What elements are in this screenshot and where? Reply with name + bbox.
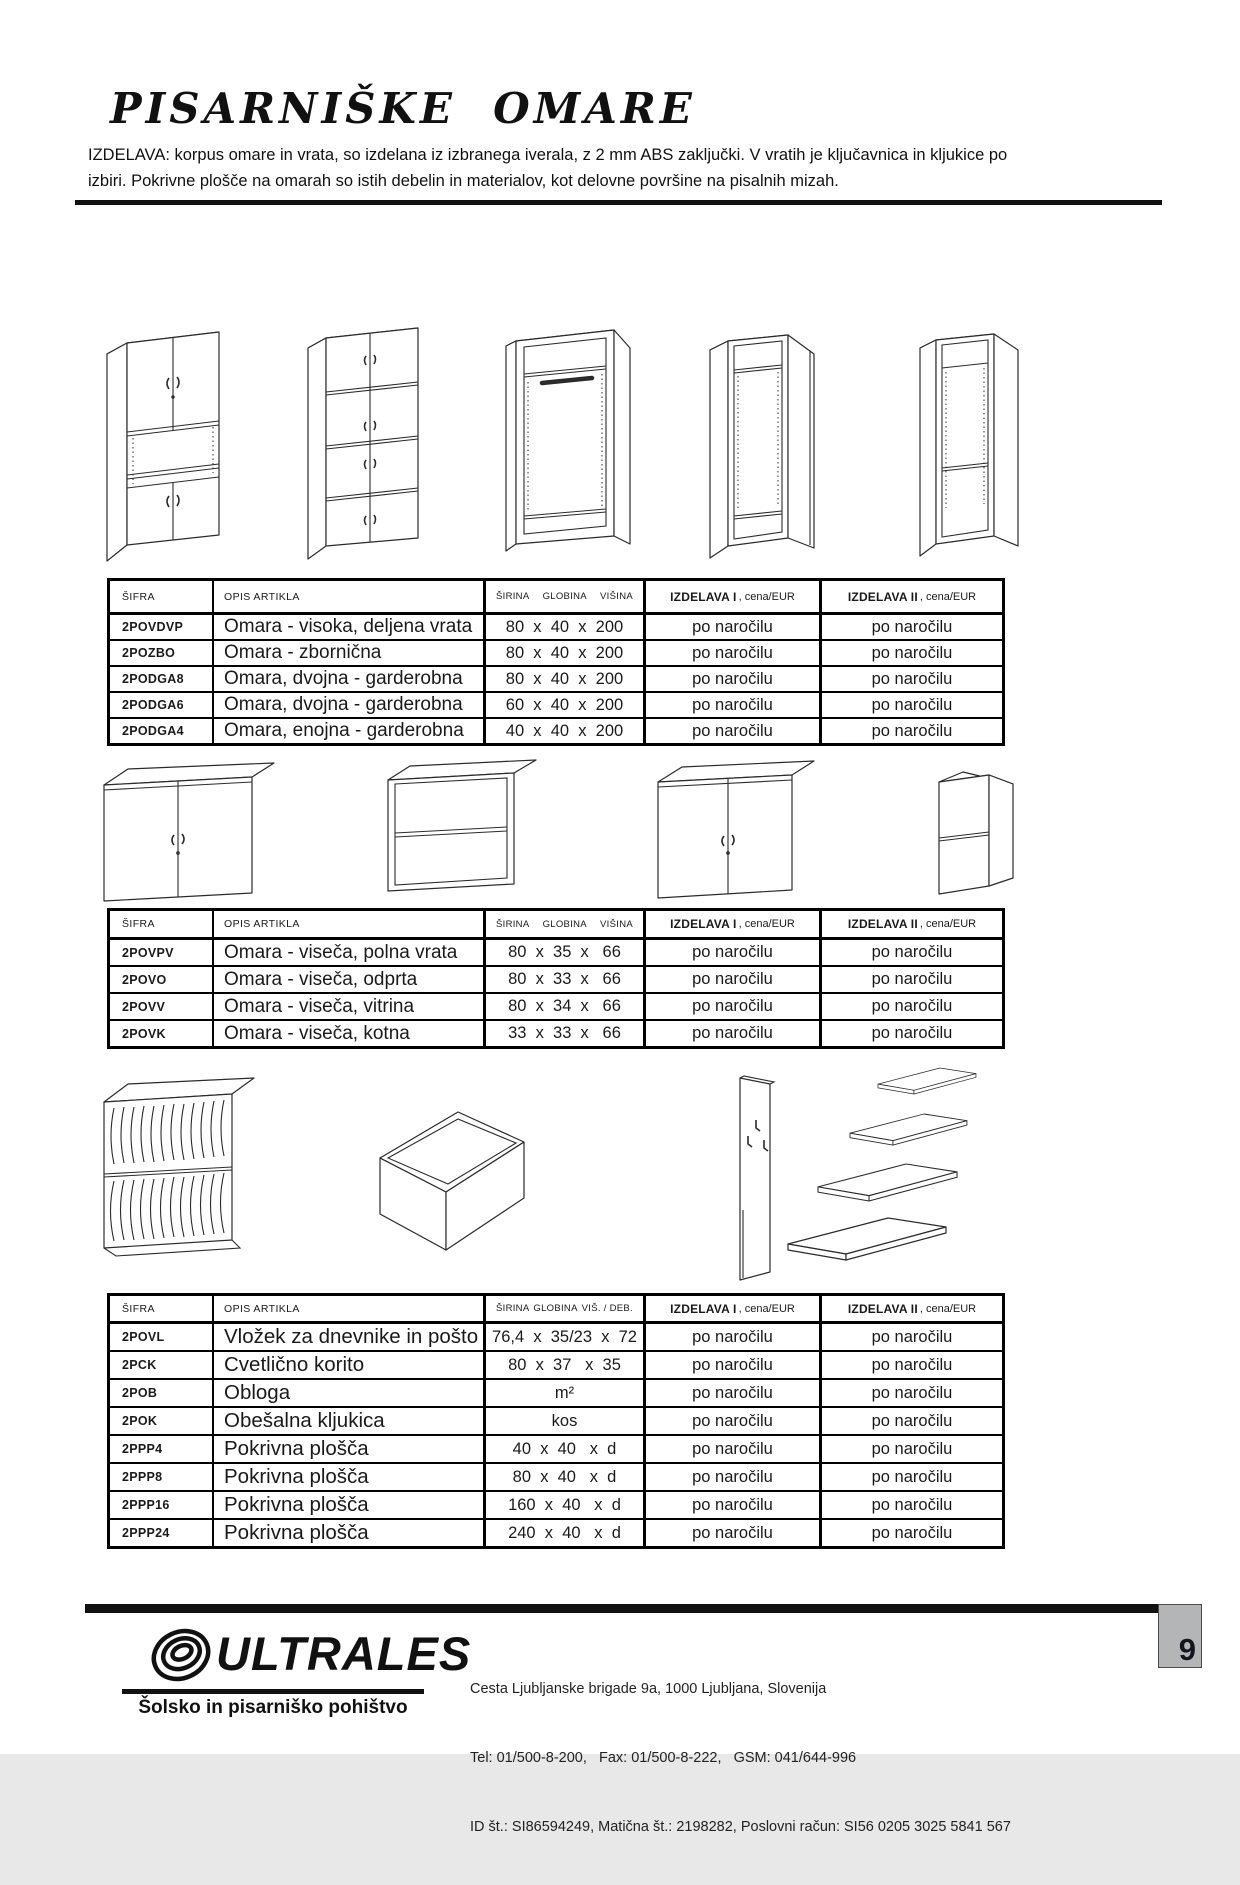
cell-izdelava1: po naročilu bbox=[646, 641, 822, 665]
table-row bbox=[110, 613, 1002, 639]
cell-dimensions: 160 x 40 x d bbox=[486, 1492, 646, 1518]
cell-opis: Obešalna kljukica bbox=[214, 1408, 486, 1434]
col-header-sifra: ŠIFRA bbox=[110, 1296, 214, 1321]
contact-info bbox=[470, 1632, 1011, 1885]
cell-izdelava2: po naročilu bbox=[871, 1355, 953, 1374]
drawing-omara-viseca-polna-vrata bbox=[92, 753, 282, 908]
registration-line: ID št.: SI86594249, Matična št.: 2198282, Poslovni račun: SI56 0205 3025 5841 567 bbox=[470, 1819, 1011, 1835]
address-line: Cesta Ljubljanske brigade 9a, 1000 Ljubljana, Slovenija bbox=[470, 1681, 827, 1697]
cell-dimensions: 80 x 40 x 200 bbox=[486, 615, 646, 639]
dim-label-vis-deb: VIŠ. / DEB. bbox=[581, 1303, 633, 1314]
izdelava2-unit: , cena/EUR bbox=[919, 590, 977, 603]
col-header-izdelava2 bbox=[822, 911, 1002, 937]
cell-dimensions: 60 x 40 x 200 bbox=[486, 693, 646, 717]
cell-opis: Cvetlično korito bbox=[214, 1352, 486, 1378]
table-row bbox=[110, 1406, 1002, 1434]
cell-izdelava1: po naročilu bbox=[646, 1520, 822, 1546]
cell-izdelava1: po naročilu bbox=[646, 940, 822, 965]
table-row bbox=[110, 1378, 1002, 1406]
izdelava2-label: IZDELAVA II bbox=[847, 589, 918, 604]
cell-izdelava2: po naročilu bbox=[871, 721, 953, 740]
cell-sifra: 2PCK bbox=[110, 1352, 214, 1378]
cell-sifra: 2POB bbox=[110, 1380, 214, 1406]
table-header-row bbox=[110, 1296, 1002, 1322]
table-dodatki bbox=[107, 1293, 1005, 1549]
brand-name: ULTRALES bbox=[216, 1627, 472, 1680]
cell-izdelava1: po naročilu bbox=[646, 1436, 822, 1462]
col-header-izdelava1 bbox=[646, 911, 822, 937]
izdelava1-unit: , cena/EUR bbox=[738, 918, 795, 930]
cell-sifra: 2POVO bbox=[110, 967, 214, 992]
cell-opis: Obloga bbox=[214, 1380, 486, 1406]
cell-izdelava1: po naročilu bbox=[646, 994, 822, 1019]
drawing-omara-visoka-deljena-vrata bbox=[95, 318, 235, 558]
cell-sifra: 2POK bbox=[110, 1408, 214, 1434]
cell-opis: Omara - visoka, deljena vrata bbox=[214, 615, 486, 639]
dim-label-visina: VIŠINA bbox=[600, 918, 633, 930]
cell-sifra: 2PODGA4 bbox=[110, 719, 214, 743]
cell-dimensions: 76,4 x 35/23 x 72 bbox=[486, 1324, 646, 1350]
intro-paragraph bbox=[88, 142, 1166, 194]
cell-sifra: 2PPP24 bbox=[110, 1520, 214, 1546]
cell-opis: Omara, dvojna - garderobna bbox=[214, 667, 486, 691]
cell-opis: Omara - zbornična bbox=[214, 641, 486, 665]
dim-label-sirina: ŠIRINA bbox=[496, 918, 530, 930]
cell-izdelava2: po naročilu bbox=[871, 1523, 953, 1542]
cell-dimensions: 40 x 40 x d bbox=[486, 1436, 646, 1462]
cell-opis: Omara - viseča, odprta bbox=[214, 967, 486, 992]
cell-dimensions: kos bbox=[486, 1408, 646, 1434]
table-row bbox=[110, 965, 1002, 992]
cell-izdelava1: po naročilu bbox=[646, 615, 822, 639]
cell-opis: Omara, enojna - garderobna bbox=[214, 719, 486, 743]
intro-line-2: izbiri. Pokrivne plošče na omarah so istih debelin in materialov, kot delovne površine na pisalnih mizah. bbox=[88, 172, 839, 190]
cell-sifra: 2PPP16 bbox=[110, 1492, 214, 1518]
drawing-omara-enojna-garderobna bbox=[912, 318, 1027, 558]
cell-sifra: 2PODGA8 bbox=[110, 667, 214, 691]
col-header-opis: OPIS ARTIKLA bbox=[214, 581, 486, 612]
table-row bbox=[110, 1322, 1002, 1350]
cell-izdelava1: po naročilu bbox=[646, 1324, 822, 1350]
page-number: 9 bbox=[1178, 1632, 1196, 1667]
cell-izdelava1: po naročilu bbox=[646, 1352, 822, 1378]
cell-izdelava2: po naročilu bbox=[871, 997, 953, 1015]
cell-izdelava1: po naročilu bbox=[646, 1021, 822, 1046]
drawing-obloga-panel bbox=[726, 1068, 781, 1290]
col-header-sifra: ŠIFRA bbox=[110, 911, 214, 937]
cell-dimensions: 40 x 40 x 200 bbox=[486, 719, 646, 743]
cell-dimensions: 80 x 33 x 66 bbox=[486, 967, 646, 992]
cell-opis: Pokrivna plošča bbox=[214, 1492, 486, 1518]
dim-label-globina: GLOBINA bbox=[542, 591, 587, 602]
table-omare-visece bbox=[107, 908, 1005, 1049]
cell-izdelava2: po naročilu bbox=[871, 943, 953, 961]
header-divider bbox=[75, 200, 1162, 205]
izdelava1-unit: , cena/EUR bbox=[738, 1302, 795, 1315]
cell-opis: Pokrivna plošča bbox=[214, 1520, 486, 1546]
table-row bbox=[110, 1350, 1002, 1378]
drawing-omara-viseca-kotna bbox=[925, 754, 1025, 904]
col-header-izdelava2 bbox=[822, 581, 1002, 612]
drawing-omara-viseca-odprta bbox=[378, 752, 543, 904]
col-header-izdelava2 bbox=[822, 1296, 1002, 1321]
izdelava1-label: IZDELAVA I bbox=[670, 589, 737, 604]
cell-opis: Omara - viseča, vitrina bbox=[214, 994, 486, 1019]
drawing-omara-viseca-vitrina bbox=[648, 752, 818, 908]
cell-dimensions: 80 x 37 x 35 bbox=[486, 1352, 646, 1378]
cell-opis: Pokrivna plošča bbox=[214, 1436, 486, 1462]
cell-izdelava2: po naročilu bbox=[871, 617, 953, 636]
cell-izdelava2: po naročilu bbox=[871, 1439, 953, 1458]
cell-izdelava1: po naročilu bbox=[646, 1408, 822, 1434]
izdelava2-label: IZDELAVA II bbox=[847, 917, 918, 931]
cell-izdelava1: po naročilu bbox=[646, 667, 822, 691]
dim-label-visina: VIŠINA bbox=[600, 591, 633, 602]
cell-izdelava2: po naročilu bbox=[871, 695, 953, 714]
cell-izdelava1: po naročilu bbox=[646, 693, 822, 717]
dim-label-sirina: ŠIRINA bbox=[496, 1303, 530, 1314]
izdelava1-unit: , cena/EUR bbox=[738, 590, 795, 603]
izdelava1-label: IZDELAVA I bbox=[670, 1301, 737, 1316]
drawing-pokrivne-plosce bbox=[788, 1066, 1038, 1278]
cell-opis: Pokrivna plošča bbox=[214, 1464, 486, 1490]
ultrales-spiral-icon bbox=[146, 1622, 216, 1688]
cell-dimensions: 240 x 40 x d bbox=[486, 1520, 646, 1546]
cell-izdelava1: po naročilu bbox=[646, 967, 822, 992]
cell-dimensions: 80 x 40 x d bbox=[486, 1464, 646, 1490]
cell-izdelava2: po naročilu bbox=[871, 1024, 953, 1042]
logo-underline bbox=[122, 1689, 424, 1694]
table-row bbox=[110, 1462, 1002, 1490]
footer-rule bbox=[85, 1604, 1163, 1613]
page-number-box bbox=[1158, 1604, 1202, 1668]
cell-izdelava2: po naročilu bbox=[871, 1467, 953, 1486]
cell-opis: Omara - viseča, polna vrata bbox=[214, 940, 486, 965]
cell-sifra: 2POVV bbox=[110, 994, 214, 1019]
table-row bbox=[110, 665, 1002, 691]
cell-izdelava2: po naročilu bbox=[871, 1495, 953, 1514]
cell-izdelava1: po naročilu bbox=[646, 1380, 822, 1406]
col-header-izdelava1 bbox=[646, 581, 822, 612]
col-header-izdelava1 bbox=[646, 1296, 822, 1321]
cell-sifra: 2PPP8 bbox=[110, 1464, 214, 1490]
cell-izdelava2: po naročilu bbox=[871, 1383, 953, 1402]
cell-sifra: 2POZBO bbox=[110, 641, 214, 665]
drawing-omara-garderobna-odprta bbox=[492, 318, 637, 558]
drawing-omara-enojna-odprta-vrata bbox=[700, 318, 822, 558]
table-omare-visoke bbox=[107, 578, 1005, 746]
col-header-dimensions bbox=[486, 911, 646, 937]
table-header-row bbox=[110, 911, 1002, 938]
col-header-dimensions bbox=[486, 581, 646, 612]
izdelava2-label: IZDELAVA II bbox=[847, 1301, 918, 1316]
table-row bbox=[110, 717, 1002, 743]
izdelava2-unit: , cena/EUR bbox=[919, 918, 977, 930]
table-row bbox=[110, 691, 1002, 717]
cell-izdelava1: po naročilu bbox=[646, 1492, 822, 1518]
table-row bbox=[110, 1490, 1002, 1518]
cell-izdelava2: po naročilu bbox=[871, 1411, 953, 1430]
drawing-omara-zbornicna bbox=[298, 316, 428, 561]
cell-izdelava2: po naročilu bbox=[871, 643, 953, 662]
cell-sifra: 2POVK bbox=[110, 1021, 214, 1046]
cell-dimensions: 80 x 40 x 200 bbox=[486, 641, 646, 665]
cell-dimensions: 80 x 35 x 66 bbox=[486, 940, 646, 965]
table-header-row bbox=[110, 581, 1002, 613]
table-row bbox=[110, 639, 1002, 665]
col-header-opis: OPIS ARTIKLA bbox=[214, 911, 486, 937]
col-header-opis: OPIS ARTIKLA bbox=[214, 1296, 486, 1321]
table-row bbox=[110, 938, 1002, 965]
cell-izdelava1: po naročilu bbox=[646, 1464, 822, 1490]
table-row bbox=[110, 1019, 1002, 1046]
cell-dimensions: 80 x 40 x 200 bbox=[486, 667, 646, 691]
dim-label-globina: GLOBINA bbox=[533, 1303, 578, 1314]
cell-dimensions: 33 x 33 x 66 bbox=[486, 1021, 646, 1046]
cell-opis: Vložek za dnevnike in pošto bbox=[214, 1324, 486, 1350]
col-header-sifra: ŠIFRA bbox=[110, 581, 214, 612]
page-title: PISARNIŠKE OMARE bbox=[110, 84, 696, 133]
intro-line-1: IZDELAVA: korpus omare in vrata, so izdelana iz izbranega iverala, z 2 mm ABS zaključki. V vratih je ključavnica in kljukice po bbox=[88, 146, 1008, 164]
table-row bbox=[110, 992, 1002, 1019]
cell-izdelava2: po naročilu bbox=[871, 1327, 953, 1346]
cell-dimensions: 80 x 34 x 66 bbox=[486, 994, 646, 1019]
table-row bbox=[110, 1518, 1002, 1546]
cell-izdelava1: po naročilu bbox=[646, 719, 822, 743]
cell-izdelava2: po naročilu bbox=[871, 970, 953, 988]
cell-opis: Omara - viseča, kotna bbox=[214, 1021, 486, 1046]
cell-sifra: 2POVL bbox=[110, 1324, 214, 1350]
table-row bbox=[110, 1434, 1002, 1462]
drawing-cvetlicno-korito bbox=[358, 1100, 538, 1265]
cell-izdelava2: po naročilu bbox=[871, 669, 953, 688]
col-header-dimensions bbox=[486, 1296, 646, 1321]
cell-sifra: 2PPP4 bbox=[110, 1436, 214, 1462]
izdelava2-unit: , cena/EUR bbox=[919, 1302, 977, 1315]
cell-sifra: 2PODGA6 bbox=[110, 693, 214, 717]
cell-opis: Omara, dvojna - garderobna bbox=[214, 693, 486, 717]
cell-sifra: 2POVDVP bbox=[110, 615, 214, 639]
brand-tagline: Šolsko in pisarniško pohištvo bbox=[138, 1697, 408, 1718]
dim-label-globina: GLOBINA bbox=[542, 918, 587, 930]
drawing-vlozek-za-dnevnike bbox=[92, 1068, 267, 1263]
cell-dimensions: m² bbox=[486, 1380, 646, 1406]
izdelava1-label: IZDELAVA I bbox=[670, 917, 737, 931]
dim-label-sirina: ŠIRINA bbox=[496, 591, 530, 602]
phone-line: Tel: 01/500-8-200, Fax: 01/500-8-222, GSM: 041/644-996 bbox=[470, 1750, 857, 1766]
cell-sifra: 2POVPV bbox=[110, 940, 214, 965]
